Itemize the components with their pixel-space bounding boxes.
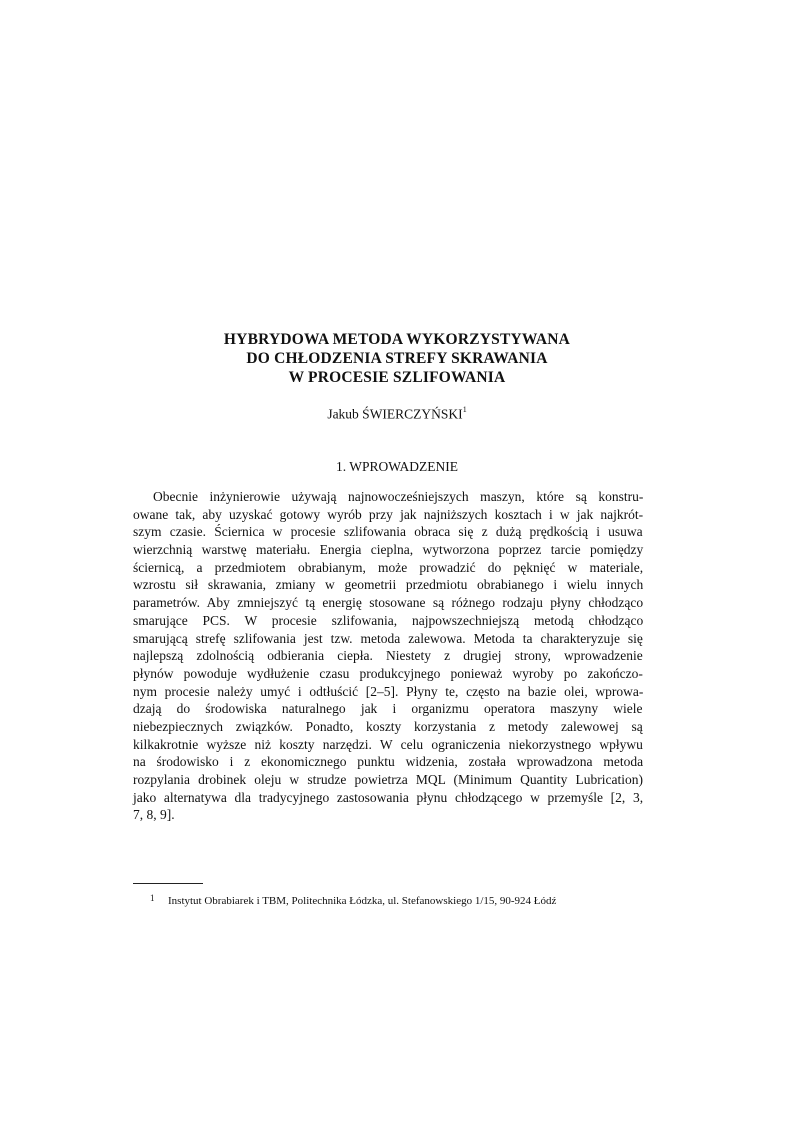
paragraph-line: rozpylania drobinek oleju w strudze powietrza MQL (Minimum Quantity Lubrication) <box>133 772 644 787</box>
footnote <box>150 891 556 908</box>
title-line: DO CHŁODZENIA STREFY SKRAWANIA <box>246 350 548 367</box>
author-footnote-marker: 1 <box>462 405 467 414</box>
body-paragraph <box>133 488 643 824</box>
paragraph-line: jako alternatywa dla tradycyjnego zastosowania płynu chłodzącego w przemyśle [2, 3, <box>133 789 644 805</box>
paragraph-line: kilkakrotnie wyższe niż koszty narzędzi. W celu ograniczenia niekorzystnego wpływu <box>133 736 643 752</box>
paragraph-line: dzają do środowiska naturalnego jak i organizmu operatora maszyny wiele <box>133 701 643 717</box>
paragraph-line: owane tak, aby uzyskać gotowy wyrób przy jak najniższych kosztach i w jak najkrót- <box>133 506 644 522</box>
paragraph-line: smarującą strefę szlifowania jest tzw. metoda zalewowa. Metoda ta charakteryzuje się <box>133 630 643 646</box>
paragraph-line: wzrostu sił skrawania, zmiany w geometrii przedmiotu obrabianego i wielu innych <box>133 577 644 593</box>
paragraph-line: na środowisko i z ekonomicznego punktu widzenia, została wprowadzona metoda <box>133 754 644 770</box>
author-line <box>0 403 794 423</box>
paragraph-line: ściernicą, a przedmiotem obrabianym, może prowadzić do pęknięć w materiale, <box>133 559 644 575</box>
paragraph-line: Obecnie inżynierowie używają najnowocześniejszych maszyn, które są konstru- <box>153 489 644 504</box>
footnote-marker: 1 <box>150 893 155 903</box>
paragraph-line: smarujące PCS. W procesie szlifowania, najpowszechniejszą metodą chłodząco <box>133 612 644 628</box>
paragraph-line: 7, 8, 9]. <box>133 807 175 823</box>
section-heading: 1. WPROWADZENIE <box>336 459 458 474</box>
paragraph-line: wierzchnią warstwę materiału. Energia cieplna, wytworzona poprzez tarcie pomiędzy <box>133 542 644 558</box>
paragraph-line: płynów powoduje wydłużenie czasu produkcyjnego ponieważ wyroby po zakończo- <box>133 665 643 681</box>
footnote-rule <box>133 883 203 884</box>
paragraph-line: szym czasie. Ściernica w procesie szlifowania obraca się z dużą prędkością i usuwa <box>133 524 643 540</box>
paragraph-line: niebezpiecznych związków. Ponadto, koszty korzystania z metody zalewowej są <box>133 718 643 734</box>
author-name: Jakub ŚWIERCZYŃSKI <box>327 406 463 422</box>
paragraph-line: nym procesie należy umyć i odtłuścić [2–5]. Płyny te, często na bazie olei, wprowa- <box>133 683 644 699</box>
paragraph-line: najlepszą zdolnością odbierania ciepła. Niestety z drugiej strony, wprowadzenie <box>133 648 643 664</box>
paragraph-line: parametrów. Aby zmniejszyć tą energię stosowane są różnego rodzaju płyny chłodząco <box>133 595 644 611</box>
footnote-text: Instytut Obrabiarek i TBM, Politechnika Łódzka, ul. Stefanowskiego 1/15, 90-924 Łódź <box>168 895 557 907</box>
page-title <box>0 330 794 387</box>
title-line: W PROCESIE SZLIFOWANIA <box>288 369 506 386</box>
title-line: HYBRYDOWA METODA WYKORZYSTYWANA <box>223 331 571 348</box>
